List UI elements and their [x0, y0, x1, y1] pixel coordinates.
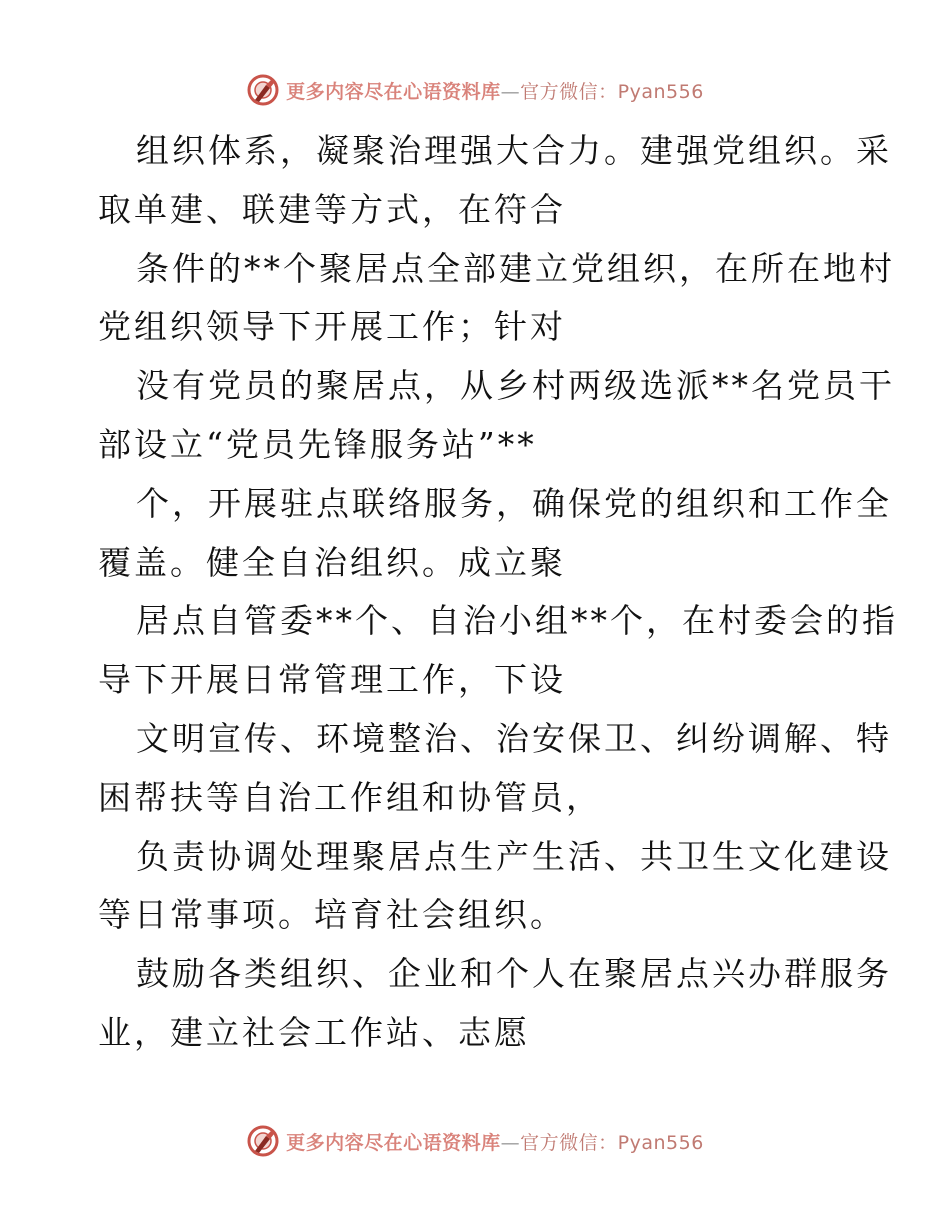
paragraph-line: 取单建、联建等方式，在符合: [98, 189, 566, 229]
watermark-main-text: 更多内容尽在心语资料库: [286, 1131, 501, 1154]
paragraph: [98, 240, 895, 358]
paragraph: [98, 475, 892, 593]
paragraph-line: 部设立“党员先锋服务站”**: [98, 424, 537, 464]
header-watermark: [0, 70, 950, 110]
paragraph-line: 居点自管委**个、自治小组**个，在村委会的指: [136, 601, 898, 641]
paragraph-line: 鼓励各类组织、企业和个人在聚居点兴办群服务: [136, 954, 892, 994]
document-body: [98, 122, 898, 1063]
paragraph-line: 没有党员的聚居点，从乡村两级选派**名党员干: [136, 366, 895, 406]
paragraph-line: 负责协调处理聚居点生产生活、共卫生文化建设: [136, 836, 892, 876]
watermark-separator: —: [500, 80, 521, 103]
paragraph-line: 覆盖。健全自治组织。成立聚: [98, 542, 566, 582]
paragraph-line: 党组织领导下开展工作；针对: [98, 307, 566, 347]
paragraph-line: 文明宣传、环境整治、治安保卫、纠纷调解、特: [136, 718, 892, 758]
paragraph-line: 困帮扶等自治工作组和协管员，: [98, 777, 602, 817]
paragraph-line: 导下开展日常管理工作，下设: [98, 660, 566, 700]
paragraph-line: 个，开展驻点联络服务，确保党的组织和工作全: [136, 483, 892, 523]
watermark-wechat-text: 官方微信：Pyan556: [520, 80, 704, 103]
paragraph-line: 等日常事项。培育社会组织。: [98, 895, 566, 935]
pen-logo-icon: [246, 73, 280, 107]
watermark-main-text: 更多内容尽在心语资料库: [286, 80, 501, 103]
paragraph: [98, 122, 892, 240]
watermark-separator: —: [500, 1131, 521, 1154]
paragraph-line: 组织体系，凝聚治理强大合力。建强党组织。采: [136, 131, 892, 170]
pen-logo-icon: [246, 1124, 280, 1158]
watermark-wechat-text: 官方微信：Pyan556: [520, 1131, 704, 1154]
paragraph: [98, 710, 892, 828]
paragraph-line: 业，建立社会工作站、志愿: [98, 1012, 530, 1052]
paragraph: [98, 945, 892, 1063]
footer-watermark: [0, 1121, 950, 1161]
paragraph: [98, 357, 895, 475]
paragraph-line: 条件的**个聚居点全部建立党组织，在所在地村: [136, 248, 895, 288]
paragraph: [98, 828, 892, 946]
paragraph: [98, 592, 898, 710]
